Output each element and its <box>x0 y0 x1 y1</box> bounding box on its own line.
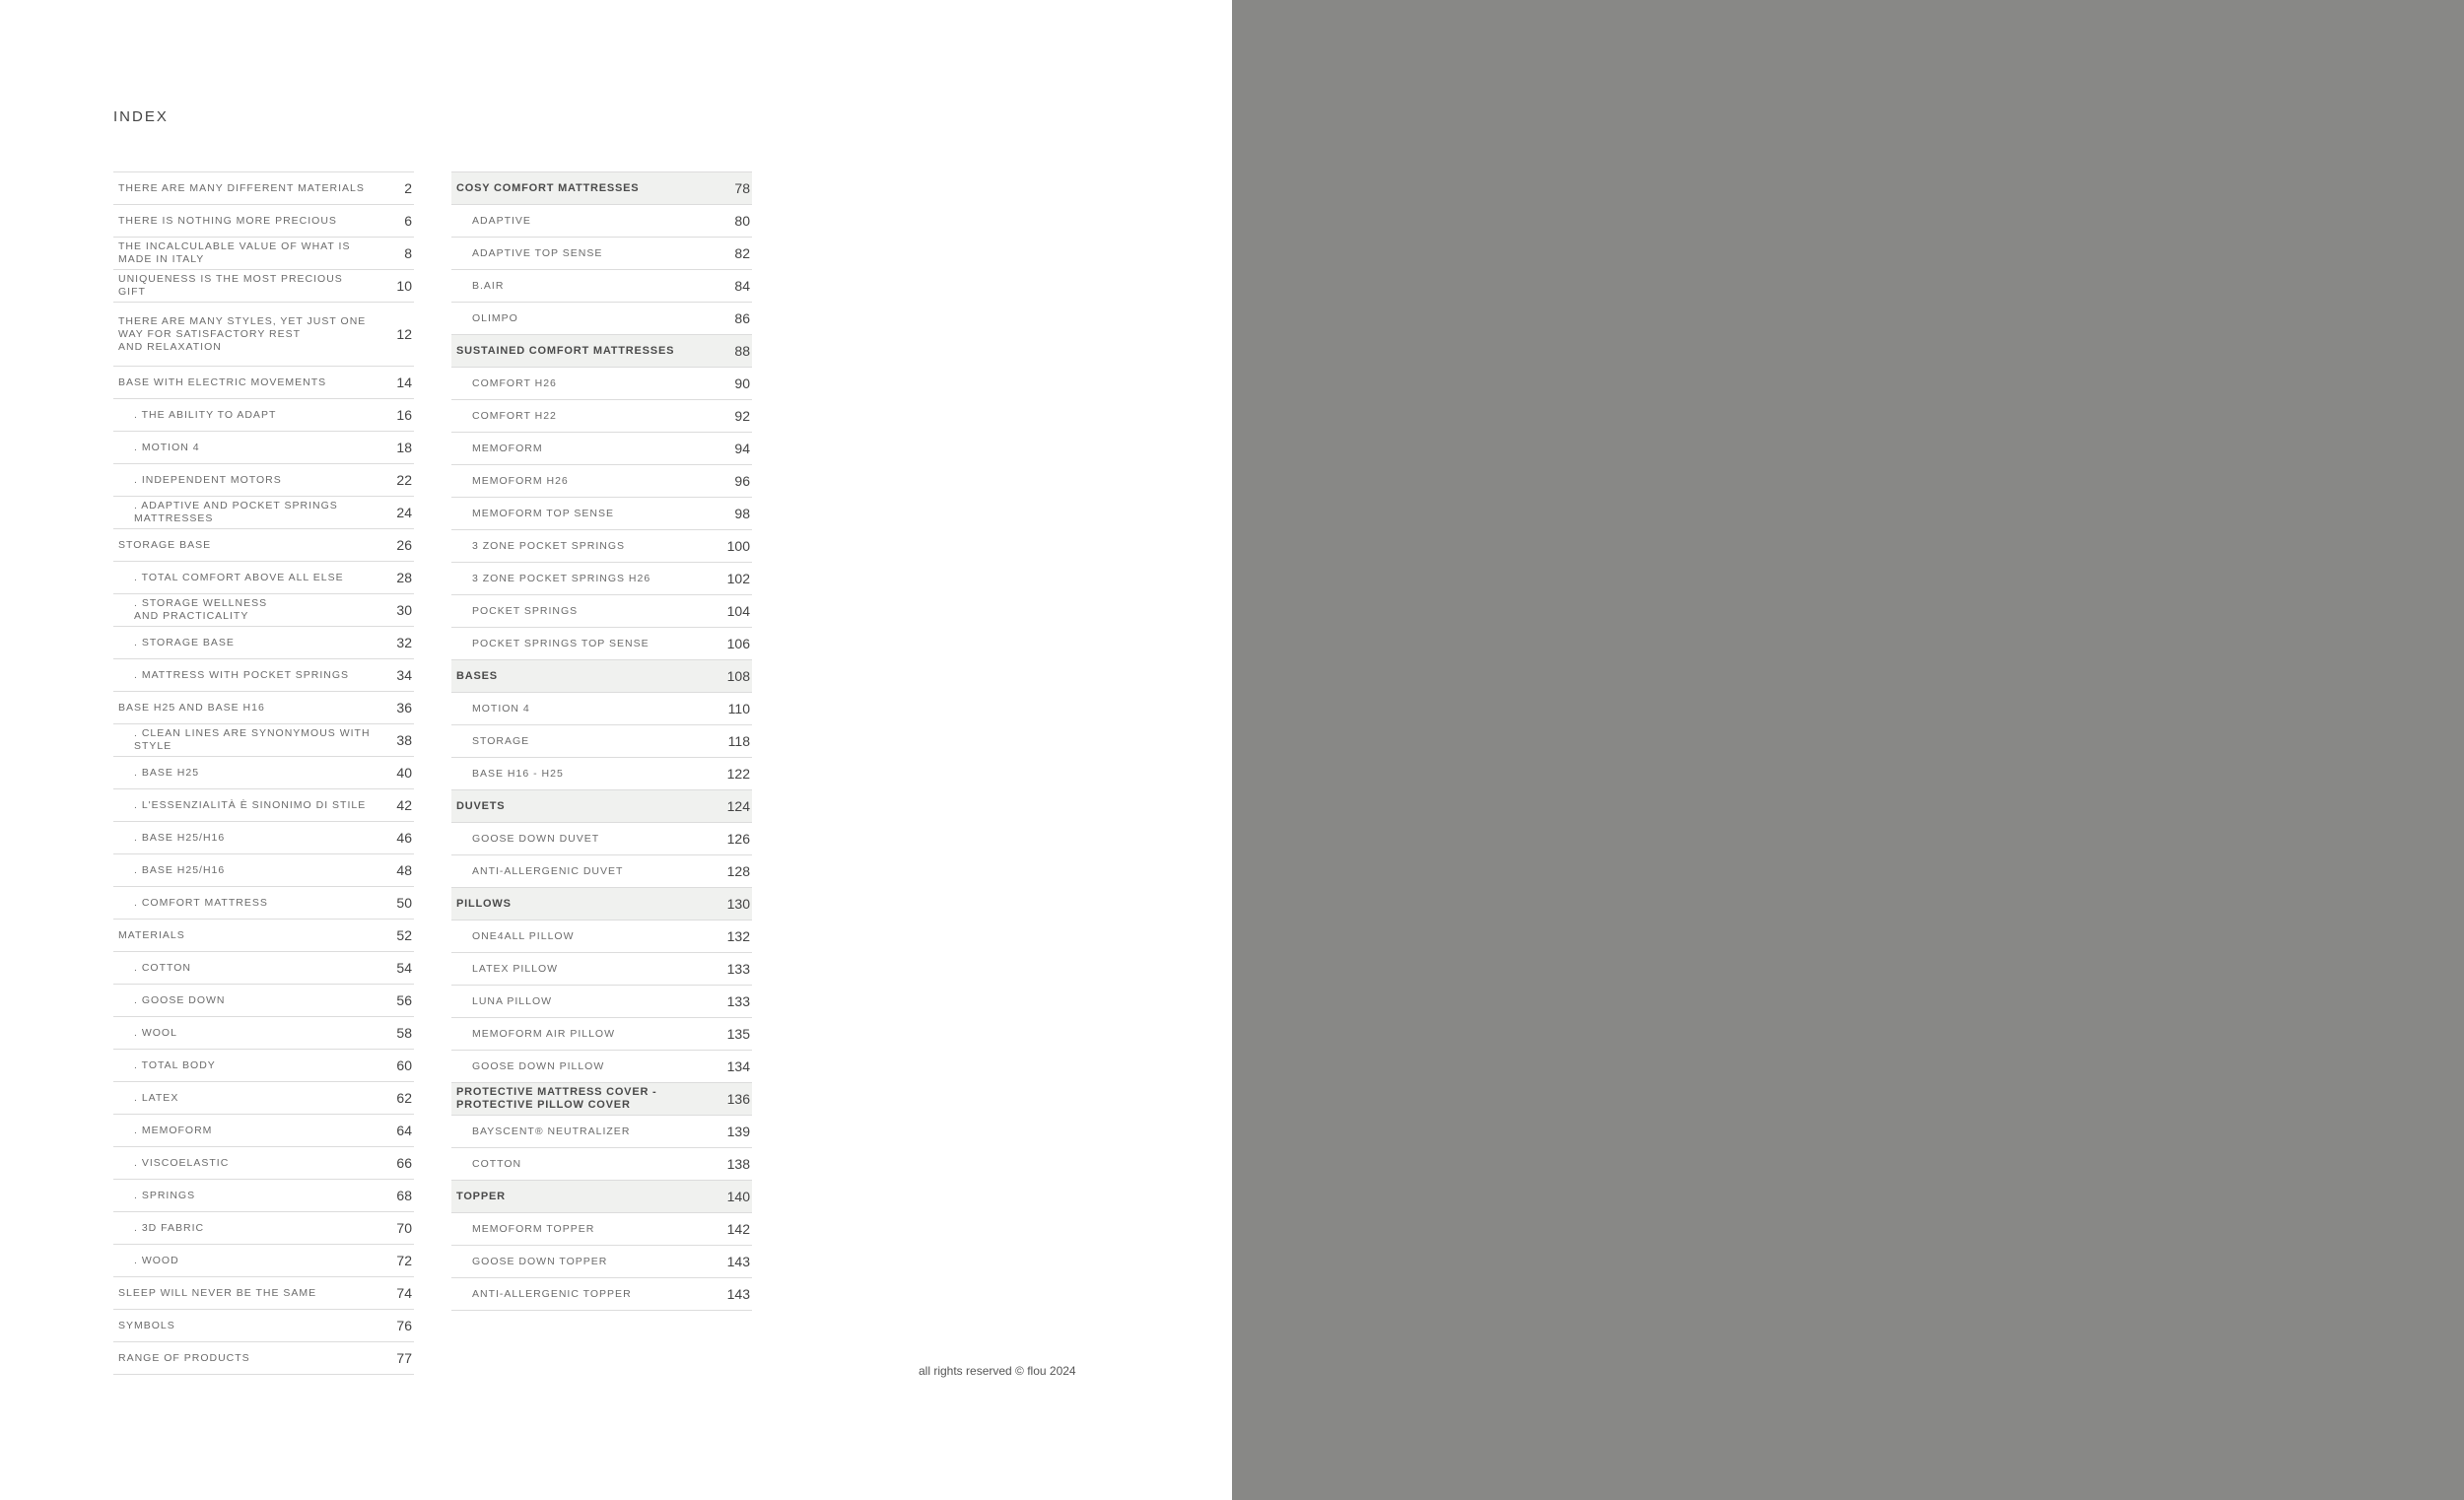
index-entry-row[interactable] <box>451 432 752 464</box>
index-page-number: 110 <box>727 701 750 716</box>
index-entry-row[interactable] <box>113 1049 414 1081</box>
index-entry-row[interactable] <box>451 302 752 334</box>
index-page-number: 76 <box>396 1318 412 1333</box>
index-entry-row[interactable] <box>451 562 752 594</box>
index-page-number: 128 <box>726 863 750 879</box>
index-entry-label: . STORAGE BASE <box>134 636 235 648</box>
index-entry-row[interactable] <box>451 464 752 497</box>
index-page-number: 62 <box>396 1090 412 1106</box>
index-entry-label: MEMOFORM H26 <box>472 474 569 487</box>
index-entry-label: TOPPER <box>456 1190 506 1202</box>
index-page-number: 122 <box>726 766 750 782</box>
index-entry-row[interactable] <box>113 431 414 463</box>
index-entry-label: . WOOL <box>134 1026 177 1039</box>
index-entry-label: . GOOSE DOWN <box>134 993 226 1006</box>
index-page-number: 134 <box>726 1058 750 1074</box>
index-page-number: 36 <box>396 700 412 716</box>
index-entry-label: MATERIALS <box>118 928 185 941</box>
index-entry-row[interactable] <box>451 985 752 1017</box>
index-entry-label: GOOSE DOWN PILLOW <box>472 1059 605 1072</box>
index-page-number: 135 <box>726 1026 750 1042</box>
index-entry-row[interactable] <box>113 984 414 1016</box>
index-page-number: 32 <box>396 635 412 650</box>
index-page-number: 140 <box>726 1189 750 1204</box>
index-entry-label: THERE IS NOTHING MORE PRECIOUS <box>118 214 337 227</box>
index-entry-row[interactable] <box>113 366 414 398</box>
index-page-number: 96 <box>734 473 750 489</box>
index-entry-label: OLIMPO <box>472 311 518 324</box>
index-entry-label: THE INCALCULABLE VALUE OF WHAT IS MADE IN ITALY <box>118 240 351 265</box>
index-page-number: 26 <box>396 537 412 553</box>
index-entry-row[interactable] <box>451 269 752 302</box>
index-entry-row[interactable] <box>451 822 752 854</box>
index-entry-label: . STORAGE WELLNESS AND PRACTICALITY <box>134 597 268 622</box>
index-entry-label: PILLOWS <box>456 897 512 910</box>
index-page-number: 60 <box>396 1057 412 1073</box>
index-page-number: 143 <box>726 1286 750 1302</box>
index-entry-label: RANGE OF PRODUCTS <box>118 1351 250 1364</box>
index-page-number: 102 <box>726 571 750 586</box>
index-entry-row[interactable] <box>113 821 414 853</box>
index-entry-label: MEMOFORM AIR PILLOW <box>472 1027 616 1040</box>
index-entry-row[interactable] <box>451 692 752 724</box>
index-section-row[interactable] <box>451 887 752 920</box>
index-entry-row[interactable] <box>451 1017 752 1050</box>
index-page-number: 48 <box>396 862 412 878</box>
index-page-number: 100 <box>726 538 750 554</box>
index-page-number: 132 <box>726 928 750 944</box>
index-entry-row[interactable] <box>113 756 414 788</box>
index-entry-label: THERE ARE MANY DIFFERENT MATERIALS <box>118 181 365 194</box>
index-page-number: 66 <box>396 1155 412 1171</box>
index-entry-row[interactable] <box>113 463 414 496</box>
index-entry-row[interactable] <box>113 1081 414 1114</box>
index-page-number: 130 <box>726 896 750 912</box>
index-page-number: 133 <box>726 961 750 977</box>
index-entry-label: THERE ARE MANY STYLES, YET JUST ONE WAY FOR SATISFACTORY REST AND RELAXATION <box>118 314 367 353</box>
index-page-number: 42 <box>396 797 412 813</box>
index-page-number: 6 <box>404 213 412 229</box>
index-entry-row[interactable] <box>113 1244 414 1276</box>
index-entry-label: . L'ESSENZIALITÀ È SINONIMO DI STILE <box>134 798 367 811</box>
index-entry-label: . SPRINGS <box>134 1189 196 1201</box>
index-entry-row[interactable] <box>451 952 752 985</box>
index-page-number: 142 <box>726 1221 750 1237</box>
index-section-row[interactable] <box>451 334 752 367</box>
index-entry-row[interactable] <box>113 1211 414 1244</box>
index-entry-label: ADAPTIVE TOP SENSE <box>472 246 603 259</box>
index-entry-row[interactable] <box>113 788 414 821</box>
index-entry-label: . BASE H25/H16 <box>134 863 226 876</box>
index-page-number: 56 <box>396 992 412 1008</box>
index-entry-row[interactable] <box>451 594 752 627</box>
index-page-number: 108 <box>726 668 750 684</box>
index-page-number: 24 <box>396 505 412 520</box>
index-page-number: 98 <box>734 506 750 521</box>
index-entry-label: COMFORT H22 <box>472 409 557 422</box>
index-entry-label: POCKET SPRINGS TOP SENSE <box>472 637 650 649</box>
index-title: INDEX <box>113 108 169 125</box>
index-entry-label: 3 ZONE POCKET SPRINGS H26 <box>472 572 651 584</box>
index-entry-row[interactable] <box>113 237 414 269</box>
index-entry-label: POCKET SPRINGS <box>472 604 579 617</box>
index-entry-label: BASE H25 AND BASE H16 <box>118 701 265 714</box>
index-page-number: 8 <box>404 245 412 261</box>
index-entry-label: BASE H16 - H25 <box>472 767 564 780</box>
index-entry-row[interactable] <box>113 528 414 561</box>
index-page-number: 12 <box>396 326 412 342</box>
index-page-number: 86 <box>734 310 750 326</box>
index-entry-row[interactable] <box>451 724 752 757</box>
index-entry-row[interactable] <box>451 1245 752 1277</box>
index-entry-label: GOOSE DOWN TOPPER <box>472 1255 608 1267</box>
index-entry-label: . BASE H25 <box>134 766 200 779</box>
index-page-number: 94 <box>734 441 750 456</box>
index-entry-label: 3 ZONE POCKET SPRINGS <box>472 539 626 552</box>
index-page-number: 46 <box>396 830 412 846</box>
index-entry-row[interactable] <box>113 951 414 984</box>
index-page-number: 72 <box>396 1253 412 1268</box>
index-entry-label: . TOTAL COMFORT ABOVE ALL ELSE <box>134 571 344 583</box>
index-page-number: 92 <box>734 408 750 424</box>
index-page-number: 139 <box>726 1124 750 1139</box>
index-entry-label: DUVETS <box>456 799 506 812</box>
index-page-number: 88 <box>734 343 750 359</box>
index-entry-row[interactable] <box>451 1212 752 1245</box>
index-entry-label: . CLEAN LINES ARE SYNONYMOUS WITH STYLE <box>134 727 371 752</box>
index-entry-label: MEMOFORM TOP SENSE <box>472 507 615 519</box>
index-entry-label: . THE ABILITY TO ADAPT <box>134 408 277 421</box>
index-entry-row[interactable] <box>451 1147 752 1180</box>
index-entry-row[interactable] <box>113 171 414 204</box>
index-page-number: 106 <box>726 636 750 651</box>
index-entry-row[interactable] <box>113 1179 414 1211</box>
index-entry-label: . MOTION 4 <box>134 441 200 453</box>
index-section-row[interactable] <box>451 171 752 204</box>
index-entry-label: . MEMOFORM <box>134 1124 213 1136</box>
index-page-number: 68 <box>396 1188 412 1203</box>
index-section-row[interactable] <box>451 789 752 822</box>
index-entry-label: ADAPTIVE <box>472 214 531 227</box>
index-entry-row[interactable] <box>113 723 414 756</box>
index-entry-row[interactable] <box>451 1277 752 1311</box>
index-entry-label: . TOTAL BODY <box>134 1058 216 1071</box>
index-entry-label: . MATTRESS WITH POCKET SPRINGS <box>134 668 350 681</box>
index-page-number: 40 <box>396 765 412 781</box>
index-page-number: 30 <box>396 602 412 618</box>
index-entry-label: SUSTAINED COMFORT MATTRESSES <box>456 344 675 357</box>
index-page-number: 118 <box>727 733 750 749</box>
copyright-footer: all rights reserved © flou 2024 <box>919 1364 1076 1378</box>
index-entry-label: PROTECTIVE MATTRESS COVER - PROTECTIVE PILLOW COVER <box>456 1086 657 1111</box>
index-entry-label: . INDEPENDENT MOTORS <box>134 473 282 486</box>
index-page-number: 34 <box>396 667 412 683</box>
index-entry-label: BASE WITH ELECTRIC MOVEMENTS <box>118 375 327 388</box>
index-entry-label: MEMOFORM <box>472 442 543 454</box>
index-entry-row[interactable] <box>451 920 752 952</box>
index-entry-label: . COMFORT MATTRESS <box>134 896 268 909</box>
index-entry-row[interactable] <box>113 561 414 593</box>
index-entry-label: MEMOFORM TOPPER <box>472 1222 595 1235</box>
index-entry-row[interactable] <box>451 399 752 432</box>
index-page-number: 16 <box>396 407 412 423</box>
index-entry-label: B.AIR <box>472 279 505 292</box>
index-page-number: 90 <box>734 375 750 391</box>
index-entry-label: . WOOD <box>134 1254 179 1266</box>
index-entry-label: COTTON <box>472 1157 522 1170</box>
index-section-row[interactable] <box>451 1180 752 1212</box>
index-entry-label: . LATEX <box>134 1091 179 1104</box>
index-entry-row[interactable] <box>113 691 414 723</box>
index-entry-row[interactable] <box>113 593 414 626</box>
index-page-number: 136 <box>726 1091 750 1107</box>
index-entry-label: COSY COMFORT MATTRESSES <box>456 181 640 194</box>
index-entry-label: ANTI-ALLERGENIC TOPPER <box>472 1287 632 1300</box>
index-entry-label: . VISCOELASTIC <box>134 1156 230 1169</box>
index-entry-label: . BASE H25/H16 <box>134 831 226 844</box>
index-entry-row[interactable] <box>113 886 414 919</box>
index-entry-label: COMFORT H26 <box>472 376 557 389</box>
index-entry-row[interactable] <box>113 919 414 951</box>
index-page-number: 2 <box>404 180 412 196</box>
index-page-number: 54 <box>396 960 412 976</box>
index-entry-row[interactable] <box>451 237 752 269</box>
index-entry-label: SYMBOLS <box>118 1319 175 1331</box>
index-entry-row[interactable] <box>451 204 752 237</box>
index-page-number: 80 <box>734 213 750 229</box>
index-entry-label: STORAGE <box>472 734 530 747</box>
index-entry-row[interactable] <box>113 1341 414 1375</box>
index-entry-row[interactable] <box>113 204 414 237</box>
index-entry-row[interactable] <box>451 1115 752 1147</box>
index-entry-row[interactable] <box>113 1276 414 1309</box>
index-entry-label: LUNA PILLOW <box>472 994 553 1007</box>
right-page-blank <box>1232 0 2464 1500</box>
index-section-row[interactable] <box>451 1082 752 1115</box>
index-column-left <box>113 171 414 1375</box>
index-entry-row[interactable] <box>113 1309 414 1341</box>
index-page-number: 58 <box>396 1025 412 1041</box>
index-entry-label: LATEX PILLOW <box>472 962 559 975</box>
index-entry-label: GOOSE DOWN DUVET <box>472 832 600 845</box>
index-entry-row[interactable] <box>451 367 752 399</box>
index-page-number: 133 <box>726 993 750 1009</box>
index-entry-row[interactable] <box>451 529 752 562</box>
index-entry-row[interactable] <box>113 398 414 431</box>
index-page-number: 104 <box>726 603 750 619</box>
index-page-number: 38 <box>396 732 412 748</box>
index-entry-label: . ADAPTIVE AND POCKET SPRINGS MATTRESSES <box>134 500 338 524</box>
index-entry-label: SLEEP WILL NEVER BE THE SAME <box>118 1286 317 1299</box>
index-entry-row[interactable] <box>113 269 414 302</box>
index-entry-row[interactable] <box>113 1146 414 1179</box>
index-entry-row[interactable] <box>113 496 414 528</box>
index-entry-row[interactable] <box>113 658 414 691</box>
index-entry-label: ANTI-ALLERGENIC DUVET <box>472 864 624 877</box>
index-entry-label: BAYSCENT® NEUTRALIZER <box>472 1125 631 1137</box>
index-page-number: 52 <box>396 927 412 943</box>
index-page-number: 22 <box>396 472 412 488</box>
index-section-row[interactable] <box>451 659 752 692</box>
index-page-number: 70 <box>396 1220 412 1236</box>
index-entry-label: . COTTON <box>134 961 191 974</box>
index-page-number: 10 <box>396 278 412 294</box>
index-page-number: 78 <box>734 180 750 196</box>
index-page-number: 138 <box>726 1156 750 1172</box>
index-page-number: 74 <box>396 1285 412 1301</box>
index-column-right <box>451 171 752 1311</box>
index-entry-row[interactable] <box>451 497 752 529</box>
index-entry-label: BASES <box>456 669 498 682</box>
index-page-number: 64 <box>396 1123 412 1138</box>
index-entry-label: UNIQUENESS IS THE MOST PRECIOUS GIFT <box>118 273 343 298</box>
index-page-number: 82 <box>734 245 750 261</box>
index-entry-row[interactable] <box>113 853 414 886</box>
index-page-number: 14 <box>396 375 412 390</box>
index-page-number: 126 <box>726 831 750 847</box>
index-entry-row[interactable] <box>451 627 752 659</box>
index-entry-label: . 3D FABRIC <box>134 1221 205 1234</box>
index-entry-row[interactable] <box>113 302 414 366</box>
index-entry-row[interactable] <box>113 626 414 658</box>
index-entry-label: ONE4ALL PILLOW <box>472 929 575 942</box>
index-page-number: 124 <box>726 798 750 814</box>
index-page-number: 28 <box>396 570 412 585</box>
index-entry-row[interactable] <box>451 854 752 887</box>
index-entry-row[interactable] <box>113 1016 414 1049</box>
index-page-number: 143 <box>726 1254 750 1269</box>
index-page-number: 18 <box>396 440 412 455</box>
index-entry-row[interactable] <box>451 1050 752 1082</box>
index-entry-row[interactable] <box>113 1114 414 1146</box>
index-page-number: 84 <box>734 278 750 294</box>
index-entry-label: MOTION 4 <box>472 702 530 715</box>
index-page-number: 50 <box>396 895 412 911</box>
index-entry-row[interactable] <box>451 757 752 789</box>
index-entry-label: STORAGE BASE <box>118 538 212 551</box>
index-page-number: 77 <box>396 1350 412 1366</box>
